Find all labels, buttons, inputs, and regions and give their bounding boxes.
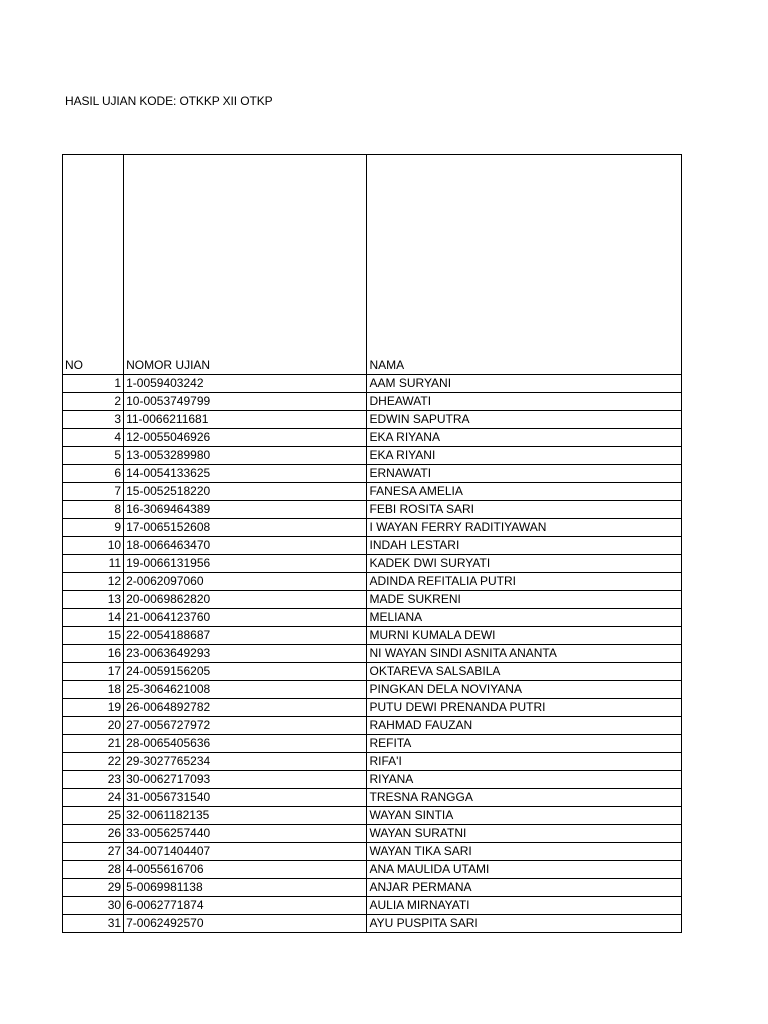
table-row [63, 807, 682, 825]
table-row [63, 681, 682, 699]
cell-nomor-ujian: 29-3027765234 [124, 753, 367, 771]
cell-nama: MADE SUKRENI [367, 591, 682, 609]
cell-no: 22 [63, 753, 124, 771]
cell-nomor-ujian: 25-3064621008 [124, 681, 367, 699]
cell-no: 2 [63, 393, 124, 411]
cell-nama: NI WAYAN SINDI ASNITA ANANTA [367, 645, 682, 663]
cell-nama: MELIANA [367, 609, 682, 627]
table-row [63, 393, 682, 411]
cell-nama: WAYAN SURATNI [367, 825, 682, 843]
table-row [63, 465, 682, 483]
cell-nama: RIFA'I [367, 753, 682, 771]
cell-no: 18 [63, 681, 124, 699]
table-row [63, 735, 682, 753]
cell-no: 26 [63, 825, 124, 843]
cell-nomor-ujian: 7-0062492570 [124, 915, 367, 933]
cell-no: 30 [63, 897, 124, 915]
cell-nomor-ujian: 34-0071404407 [124, 843, 367, 861]
cell-nomor-ujian: 26-0064892782 [124, 699, 367, 717]
table-row [63, 447, 682, 465]
cell-nama: DHEAWATI [367, 393, 682, 411]
cell-nama: AAM SURYANI [367, 375, 682, 393]
table-row [63, 789, 682, 807]
cell-no: 6 [63, 465, 124, 483]
cell-no: 29 [63, 879, 124, 897]
cell-nama: FANESA AMELIA [367, 483, 682, 501]
cell-nomor-ujian: 17-0065152608 [124, 519, 367, 537]
table-row [63, 429, 682, 447]
cell-nama: MURNI KUMALA DEWI [367, 627, 682, 645]
cell-nama: PUTU DEWI PRENANDA PUTRI [367, 699, 682, 717]
cell-no: 1 [63, 375, 124, 393]
cell-no: 11 [63, 555, 124, 573]
exam-results-table [62, 154, 682, 933]
cell-nama: ANA MAULIDA UTAMI [367, 861, 682, 879]
table-row [63, 699, 682, 717]
cell-nama: AULIA MIRNAYATI [367, 897, 682, 915]
table-header-row [63, 155, 682, 375]
cell-nama: PINGKAN DELA NOVIYANA [367, 681, 682, 699]
page-title: HASIL UJIAN KODE: OTKKP XII OTKP [65, 94, 273, 108]
cell-nama: KADEK DWI SURYATI [367, 555, 682, 573]
table-row [63, 537, 682, 555]
cell-nomor-ujian: 12-0055046926 [124, 429, 367, 447]
table-row [63, 591, 682, 609]
table-row [63, 411, 682, 429]
cell-no: 5 [63, 447, 124, 465]
cell-nomor-ujian: 11-0066211681 [124, 411, 367, 429]
table-row [63, 609, 682, 627]
header-nama: NAMA [367, 155, 682, 375]
table-row [63, 663, 682, 681]
cell-no: 15 [63, 627, 124, 645]
table-row [63, 843, 682, 861]
cell-nomor-ujian: 5-0069981138 [124, 879, 367, 897]
cell-nama: EKA RIYANA [367, 429, 682, 447]
cell-no: 3 [63, 411, 124, 429]
cell-no: 14 [63, 609, 124, 627]
cell-no: 8 [63, 501, 124, 519]
cell-nama: AYU PUSPITA SARI [367, 915, 682, 933]
table-row [63, 825, 682, 843]
table-row [63, 915, 682, 933]
cell-no: 10 [63, 537, 124, 555]
cell-nomor-ujian: 15-0052518220 [124, 483, 367, 501]
cell-nama: EKA RIYANI [367, 447, 682, 465]
cell-nomor-ujian: 19-0066131956 [124, 555, 367, 573]
cell-nomor-ujian: 20-0069862820 [124, 591, 367, 609]
cell-no: 9 [63, 519, 124, 537]
cell-no: 24 [63, 789, 124, 807]
cell-nomor-ujian: 24-0059156205 [124, 663, 367, 681]
cell-nomor-ujian: 23-0063649293 [124, 645, 367, 663]
cell-nomor-ujian: 1-0059403242 [124, 375, 367, 393]
table-row [63, 573, 682, 591]
cell-nama: I WAYAN FERRY RADITIYAWAN [367, 519, 682, 537]
cell-nama: INDAH LESTARI [367, 537, 682, 555]
cell-nomor-ujian: 6-0062771874 [124, 897, 367, 915]
cell-nomor-ujian: 31-0056731540 [124, 789, 367, 807]
cell-nama: OKTAREVA SALSABILA [367, 663, 682, 681]
cell-nama: REFITA [367, 735, 682, 753]
cell-nama: ADINDA REFITALIA PUTRI [367, 573, 682, 591]
table-row [63, 753, 682, 771]
cell-nomor-ujian: 22-0054188687 [124, 627, 367, 645]
cell-nama: WAYAN TIKA SARI [367, 843, 682, 861]
cell-nomor-ujian: 16-3069464389 [124, 501, 367, 519]
cell-no: 20 [63, 717, 124, 735]
cell-no: 16 [63, 645, 124, 663]
table-row [63, 483, 682, 501]
cell-nama: RAHMAD FAUZAN [367, 717, 682, 735]
table-row [63, 519, 682, 537]
cell-no: 27 [63, 843, 124, 861]
cell-nomor-ujian: 18-0066463470 [124, 537, 367, 555]
table-row [63, 771, 682, 789]
cell-no: 21 [63, 735, 124, 753]
cell-nomor-ujian: 2-0062097060 [124, 573, 367, 591]
cell-nama: ANJAR PERMANA [367, 879, 682, 897]
table-row [63, 645, 682, 663]
cell-nomor-ujian: 30-0062717093 [124, 771, 367, 789]
cell-nama: WAYAN SINTIA [367, 807, 682, 825]
table-body [63, 375, 682, 933]
cell-nomor-ujian: 14-0054133625 [124, 465, 367, 483]
cell-no: 25 [63, 807, 124, 825]
cell-nomor-ujian: 28-0065405636 [124, 735, 367, 753]
cell-nomor-ujian: 33-0056257440 [124, 825, 367, 843]
table-row [63, 879, 682, 897]
cell-nama: ERNAWATI [367, 465, 682, 483]
cell-no: 23 [63, 771, 124, 789]
cell-no: 4 [63, 429, 124, 447]
cell-nomor-ujian: 27-0056727972 [124, 717, 367, 735]
cell-nama: EDWIN SAPUTRA [367, 411, 682, 429]
cell-no: 28 [63, 861, 124, 879]
header-no: NO [63, 155, 124, 375]
table-row [63, 501, 682, 519]
cell-no: 17 [63, 663, 124, 681]
table-row [63, 555, 682, 573]
header-nomor-ujian: NOMOR UJIAN [124, 155, 367, 375]
cell-no: 19 [63, 699, 124, 717]
cell-nama: FEBI ROSITA SARI [367, 501, 682, 519]
cell-no: 31 [63, 915, 124, 933]
cell-nomor-ujian: 13-0053289980 [124, 447, 367, 465]
cell-nomor-ujian: 32-0061182135 [124, 807, 367, 825]
cell-nomor-ujian: 4-0055616706 [124, 861, 367, 879]
cell-nama: TRESNA RANGGA [367, 789, 682, 807]
cell-no: 12 [63, 573, 124, 591]
cell-nomor-ujian: 21-0064123760 [124, 609, 367, 627]
table-row [63, 627, 682, 645]
table-row [63, 861, 682, 879]
cell-nomor-ujian: 10-0053749799 [124, 393, 367, 411]
cell-no: 7 [63, 483, 124, 501]
cell-nama: RIYANA [367, 771, 682, 789]
table-row [63, 717, 682, 735]
table-row [63, 375, 682, 393]
table-row [63, 897, 682, 915]
cell-no: 13 [63, 591, 124, 609]
